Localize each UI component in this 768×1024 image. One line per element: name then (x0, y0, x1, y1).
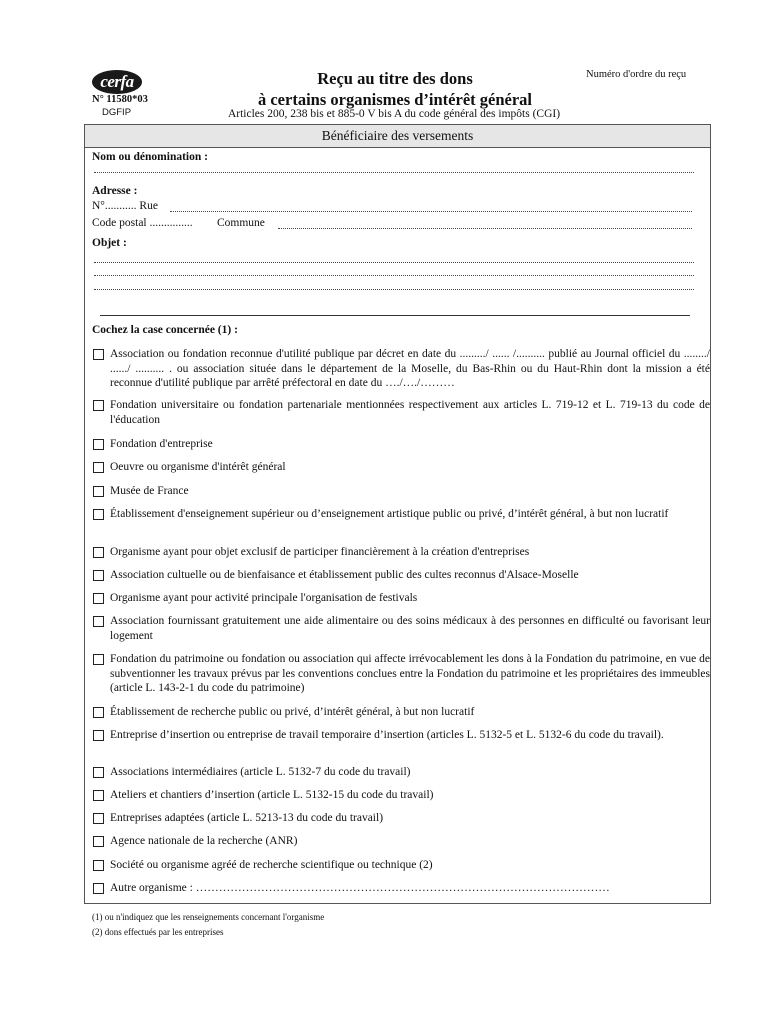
checklist-item-4: Oeuvre ou organisme d'intérêt général (110, 461, 286, 473)
footnote-2: (2) dons effectués par les entreprises (92, 927, 224, 937)
checkbox-item-12[interactable] (93, 707, 104, 718)
commune-field[interactable] (278, 228, 692, 229)
checklist-item-14: Associations intermédiaires (article L. 5132-7 du code du travail) (110, 766, 411, 778)
object-label: Objet : (92, 237, 127, 249)
checkbox-item-15[interactable] (93, 790, 104, 801)
checklist-item-10: Association fournissant gratuitement une aide alimentaire ou des soins médicaux à des personnes en difficulté ou favorisant leur logement (110, 615, 710, 642)
checklist-item-2: Fondation universitaire ou fondation partenariale mentionnées respectivement aux articles L. 719-12 et L. 719-13 du code de l'éducation (110, 399, 710, 426)
form-subtitle: Articles 200, 238 bis et 885-0 V bis A du code général des impôts (CGI) (227, 108, 561, 120)
checklist-item-5: Musée de France (110, 485, 189, 497)
footnote-1: (1) ou n'indiquez que les renseignements concernant l'organisme (92, 912, 325, 922)
cerfa-logo: cerfa (92, 70, 142, 94)
checkbox-item-2[interactable] (93, 400, 104, 411)
checkbox-item-18[interactable] (93, 860, 104, 871)
checkbox-item-11[interactable] (93, 654, 104, 665)
checklist-item-18: Société ou organisme agréé de recherche scientifique ou technique (2) (110, 859, 433, 871)
object-field-line-1[interactable] (94, 262, 694, 263)
commune-label: Commune (217, 217, 265, 229)
street-number-label: N°........... Rue (92, 200, 158, 212)
postal-code-label: Code postal ............... (92, 217, 193, 229)
street-field[interactable] (170, 211, 692, 212)
checkbox-item-3[interactable] (93, 439, 104, 450)
checkbox-item-4[interactable] (93, 462, 104, 473)
checkbox-item-5[interactable] (93, 486, 104, 497)
section-title: Bénéficiaire des versements (84, 124, 711, 148)
issuer-label: DGFIP (102, 107, 132, 118)
checklist-item-8: Association cultuelle ou de bienfaisance et établissement public des cultes reconnus d'Alsace-Moselle (110, 569, 579, 581)
object-field-line-3[interactable] (94, 289, 694, 290)
checklist-item-7: Organisme ayant pour objet exclusif de participer financièrement à la création d'entreprises (110, 546, 530, 558)
checklist-heading: Cochez la case concernée (1) : (92, 324, 238, 336)
checkbox-item-16[interactable] (93, 813, 104, 824)
checkbox-item-10[interactable] (93, 616, 104, 627)
checklist-item-15: Ateliers et chantiers d’insertion (article L. 5132-15 du code du travail) (110, 789, 434, 801)
checkbox-item-7[interactable] (93, 547, 104, 558)
address-label: Adresse : (92, 185, 138, 197)
checkbox-item-1[interactable] (93, 349, 104, 360)
form-number: N° 11580*03 (92, 94, 148, 105)
section-divider (100, 315, 690, 316)
checklist-item-1: Association ou fondation reconnue d'utilité publique par décret en date du ........./ ...... /.......... publié au Journal officiel du ......../ ....../ .......... . ou association située dans le département de la Moselle, du Bas-Rhin ou du Haut-Rhin dont la mission a été reconnue d'utilité publique par arrêté préfectoral en date du …./…./……… (110, 348, 710, 389)
object-field-line-2[interactable] (94, 275, 694, 276)
checkbox-item-6[interactable] (93, 509, 104, 520)
checklist-item-12: Établissement de recherche public ou privé, d’intérêt général, à but non lucratif (110, 706, 475, 718)
checkbox-item-17[interactable] (93, 836, 104, 847)
form-title (200, 68, 590, 110)
checkbox-item-8[interactable] (93, 570, 104, 581)
checklist-item-19: Autre organisme : ……………………………………………………………………………………………… (110, 882, 610, 894)
checkbox-item-9[interactable] (93, 593, 104, 604)
checklist-item-3: Fondation d'entreprise (110, 438, 213, 450)
checklist-item-16: Entreprises adaptées (article L. 5213-13 du code du travail) (110, 812, 384, 824)
checkbox-item-14[interactable] (93, 767, 104, 778)
name-field[interactable] (94, 172, 694, 173)
checklist-item-9: Organisme ayant pour activité principale l'organisation de festivals (110, 592, 418, 604)
checklist-item-6: Établissement d'enseignement supérieur ou d’enseignement artistique public ou privé, d’intérêt général, à but non lucratif (110, 508, 669, 520)
checkbox-item-13[interactable] (93, 730, 104, 741)
receipt-number-label: Numéro d'ordre du reçu (586, 69, 687, 80)
checkbox-item-19[interactable] (93, 883, 104, 894)
title-line-1: Reçu au titre des dons (317, 69, 473, 88)
checklist-item-11: Fondation du patrimoine ou fondation ou association qui affecte irrévocablement les dons à la Fondation du patrimoine, en vue de subventionner les travaux prévus par les conventions conclues entre la Fondation du patrimoine et les propriétaires des immeubles (article L. 143-2-1 du code du patrimoine) (110, 653, 710, 694)
checklist-item-13: Entreprise d’insertion ou entreprise de travail temporaire d’insertion (articles L. 5132-5 et L. 5132-6 du code du travail). (110, 729, 664, 741)
title-line-2: à certains organismes d’intérêt général (257, 90, 532, 109)
name-label: Nom ou dénomination : (92, 151, 208, 163)
checklist-item-17: Agence nationale de la recherche (ANR) (110, 835, 298, 847)
